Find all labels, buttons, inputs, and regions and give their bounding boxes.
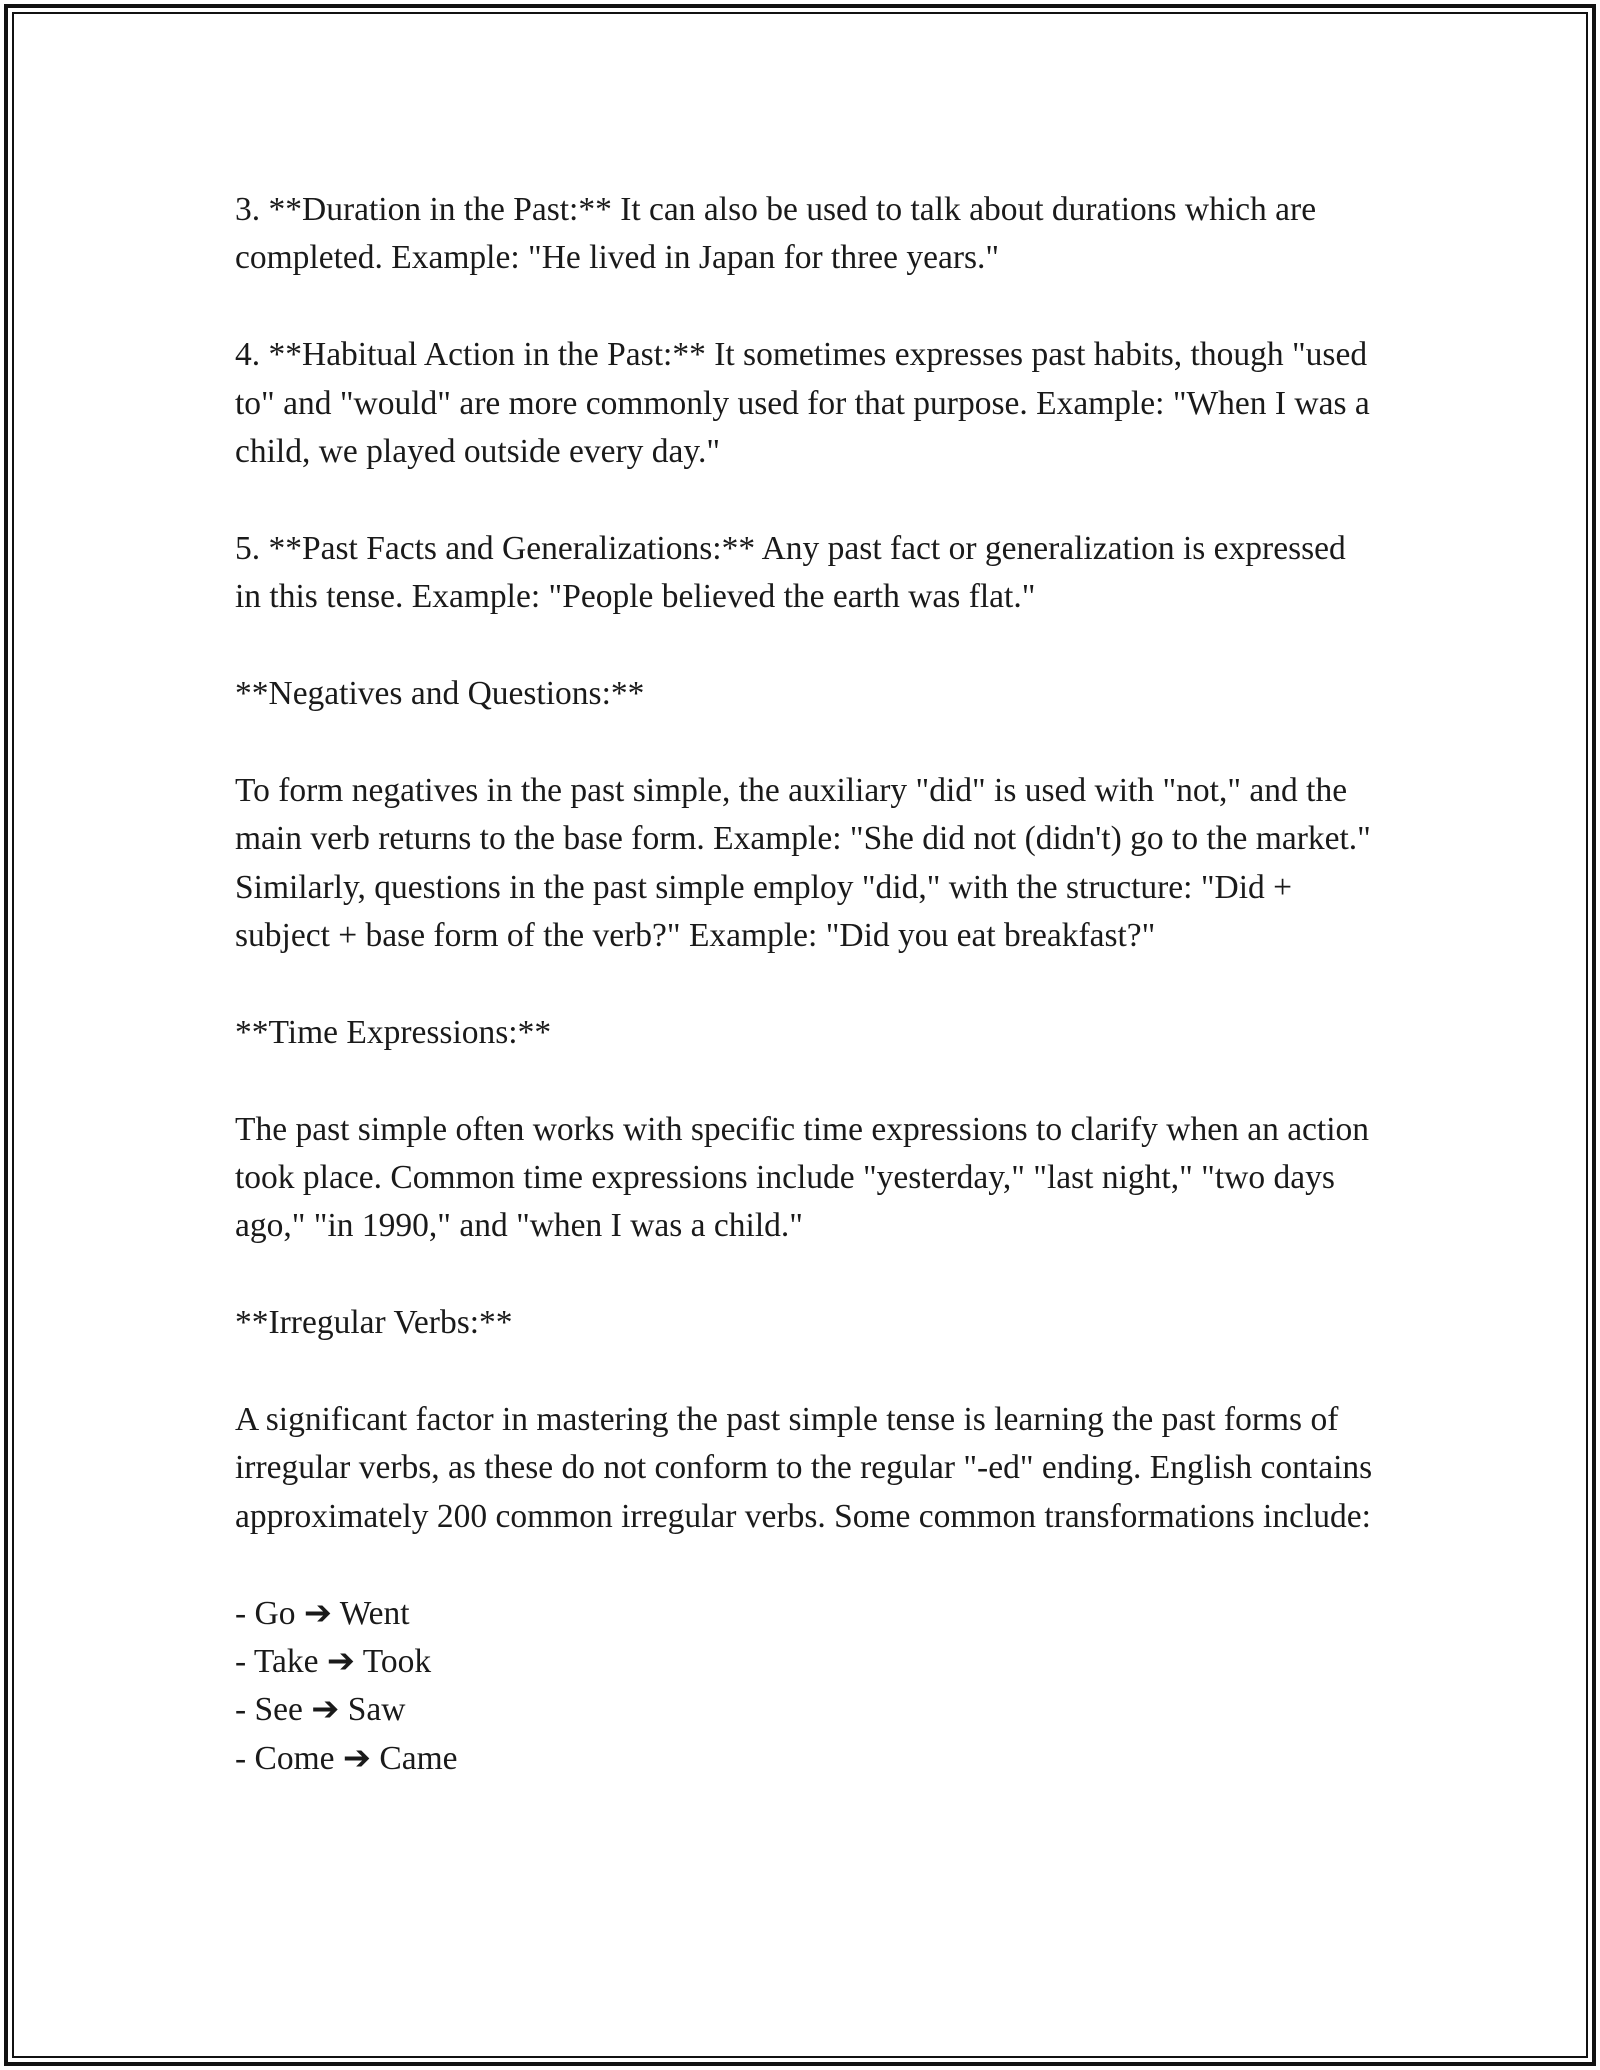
heading-negatives-and-questions: **Negatives and Questions:** bbox=[235, 675, 645, 713]
paragraph-time-expressions: The past simple often works with specific time expressions to clarify when an action took place. Common time expressions include "yesterday," "last night," "two days ago," "in 1990," and "when I was a child." bbox=[235, 1110, 1378, 1245]
list-item-see-saw: - See ➔ Saw bbox=[235, 1691, 406, 1729]
list-item-come-came: - Come ➔ Came bbox=[235, 1739, 458, 1777]
heading-irregular-verbs: **Irregular Verbs:** bbox=[235, 1304, 513, 1342]
paragraph-habitual-action: 4. **Habitual Action in the Past:** It sometimes expresses past habits, though "used to" and "would" are more commonly used for that purpose. Example: "When I was a child, we played outside every day." bbox=[235, 336, 1379, 471]
paragraph-duration-in-the-past: 3. **Duration in the Past:** It can also be used to talk about durations which are completed. Example: "He lived in Japan for three years." bbox=[235, 191, 1325, 277]
paragraph-negatives-and-questions: To form negatives in the past simple, the auxiliary "did" is used with "not," and the main verb returns to the base form. Example: "She did not (didn't) go to the market." Similarly, questions in the past simple employ "did," with the structure: "Did + subject + base form of the verb?" Example: "Did you eat breakfast?" bbox=[235, 771, 1380, 955]
paragraph-past-facts: 5. **Past Facts and Generalizations:** Any past fact or generalization is expressed in this tense. Example: "People believed the earth was flat." bbox=[235, 529, 1355, 616]
document-body bbox=[235, 186, 1380, 1783]
list-item-take-took: - Take ➔ Took bbox=[235, 1643, 432, 1681]
list-item-go-went: - Go ➔ Went bbox=[235, 1594, 410, 1632]
paragraph-irregular-verbs: A significant factor in mastering the past simple tense is learning the past forms of irregular verbs, as these do not conform to the regular "-ed" ending. English contains approximately 200 common irregular verbs. Some common transformations include: bbox=[235, 1401, 1381, 1535]
irregular-verb-list bbox=[235, 1590, 1380, 1784]
heading-time-expressions: **Time Expressions:** bbox=[235, 1013, 552, 1051]
